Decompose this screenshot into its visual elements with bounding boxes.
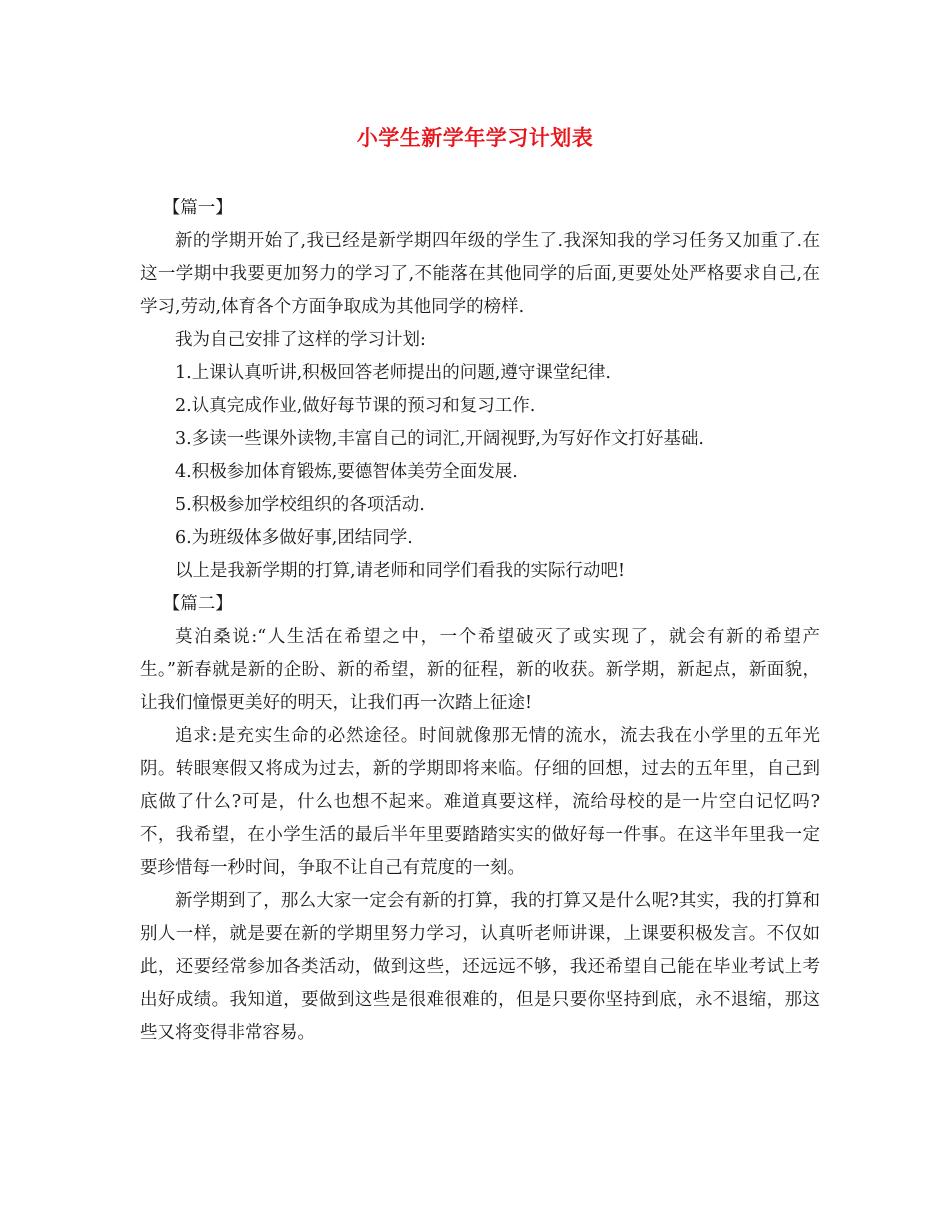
list-item: 4.积极参加体育锻炼,要德智体美劳全面发展. xyxy=(175,462,518,482)
list-item: 2.认真完成作业,做好每节课的预习和复习工作. xyxy=(175,396,536,416)
list-item: 3.多读一些课外读物,丰富自己的词汇,开阔视野,为写好作文打好基础. xyxy=(175,429,704,449)
document-title: 小学生新学年学习计划表 xyxy=(356,125,594,150)
list-item: 1.上课认真听讲,积极回答老师提出的问题,遵守课堂纪律. xyxy=(175,363,611,383)
section-heading-2: 【篇二】 xyxy=(162,594,233,614)
list-item: 5.积极参加学校组织的各项活动. xyxy=(175,495,425,515)
list-item: 6.为班级体多做好事,团结同学. xyxy=(175,528,413,548)
document-body xyxy=(140,192,820,1050)
paragraph: 莫泊桑说:“人生活在希望之中，一个希望破灭了或实现了，就会有新的希望产生。”新春就是新的企盼、新的希望，新的征程，新的收获。新学期，新起点，新面貌，让我们憧憬更美好的明天，让我们再一次踏上征途! xyxy=(140,627,820,713)
paragraph: 我为自己安排了这样的学习计划: xyxy=(175,330,426,350)
paragraph: 以上是我新学期的打算,请老师和同学们看我的实际行动吧! xyxy=(175,561,626,581)
paragraph: 新学期到了，那么大家一定会有新的打算，我的打算又是什么呢?其实，我的打算和别人一样，就是要在新的学期里努力学习，认真听老师讲课，上课要积极发言。不仅如此，还要经常参加各类活动，做到这些，还远远不够，我还希望自己能在毕业考试上考出好成绩。我知道，要做到这些是很难很难的，但是只要你坚持到底，永不退缩，那这些又将变得非常容易。 xyxy=(140,891,820,1043)
section-heading-1: 【篇一】 xyxy=(162,198,233,218)
paragraph: 追求:是充实生命的必然途径。时间就像那无情的流水，流去我在小学里的五年光阴。转眼寒假又将成为过去，新的学期即将来临。仔细的回想，过去的五年里，自己到底做了什么?可是，什么也想不起来。难道真要这样，流给母校的是一片空白记忆吗?不，我希望，在小学生活的最后半年里要踏踏实实的做好每一件事。在这半年里我一定要珍惜每一秒时间，争取不让自己有荒度的一刻。 xyxy=(140,726,820,878)
paragraph: 新的学期开始了,我已经是新学期四年级的学生了.我深知我的学习任务又加重了.在这一学期中我要更加努力的学习了,不能落在其他同学的后面,更要处处严格要求自己,在学习,劳动,体育各个方面争取成为其他同学的榜样. xyxy=(140,231,820,317)
